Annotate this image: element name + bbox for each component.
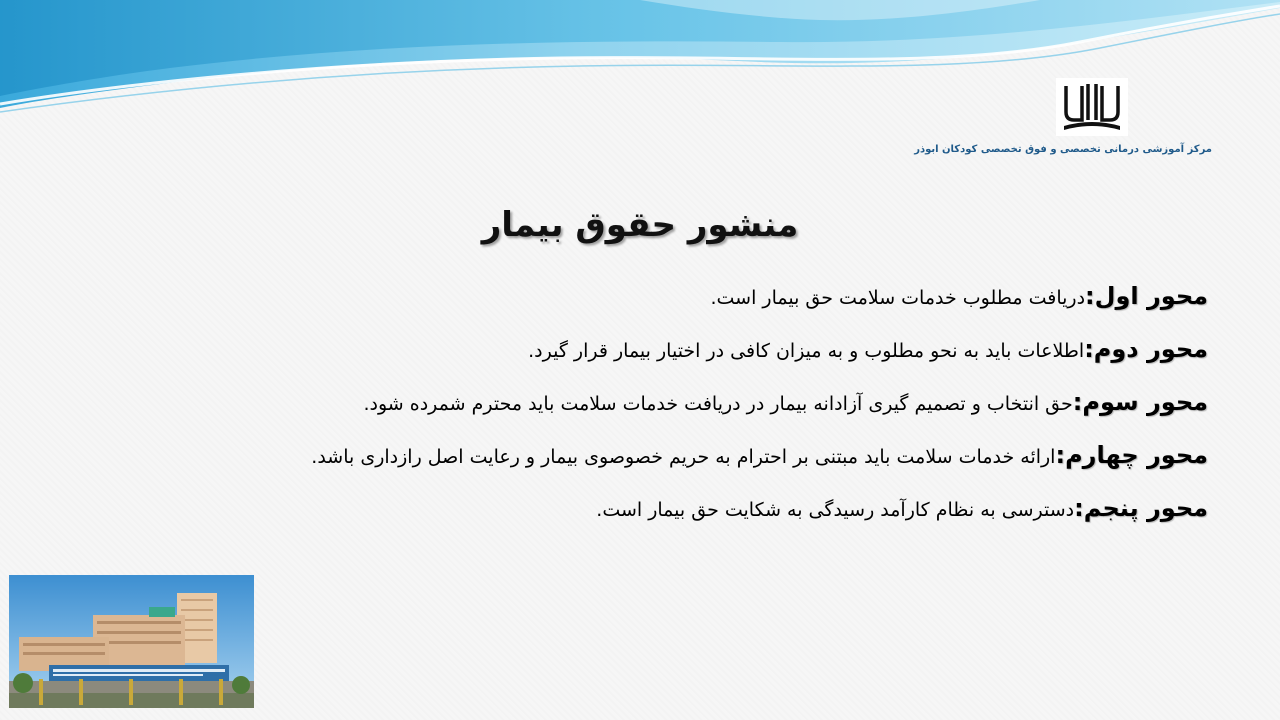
slide-title: منشور حقوق بیمار [481,205,799,245]
axis-label: محور اول: [1085,282,1208,310]
axis-item-2 [48,327,1208,380]
axis-item-1 [48,274,1208,327]
axis-text: ارائه خدمات سلامت باید مبتنی بر احترام به حریم خصوصوی بیمار و رعایت اصل رازداری باشد. [311,446,1056,468]
axis-label: محور پنجم: [1074,494,1208,522]
charter-axes-list [48,274,1208,539]
axis-text: دریافت مطلوب خدمات سلامت حق بیمار است. [710,287,1086,309]
axis-text: اطلاعات باید به نحو مطلوب و به میزان کافی در اختیار بیمار قرار گیرد. [528,340,1085,362]
axis-text: حق انتخاب و تصمیم گیری آزادانه بیمار در دریافت خدمات سلامت باید محترم شمرده شود. [363,393,1073,415]
axis-label: محور دوم: [1084,335,1208,363]
axis-text: دسترسی به نظام کارآمد رسیدگی به شکایت حق بیمار است. [596,499,1075,521]
axis-label: محور سوم: [1072,388,1208,416]
axis-item-3 [48,380,1208,433]
hospital-logo-icon [1056,78,1128,136]
axis-item-4 [48,433,1208,486]
center-name: مرکز آموزشی درمانی تخصصی و فوق تخصصی کودکان ابوذر [914,144,1212,155]
hospital-building-photo [9,575,254,708]
axis-item-5 [48,486,1208,539]
axis-label: محور چهارم: [1055,441,1208,469]
